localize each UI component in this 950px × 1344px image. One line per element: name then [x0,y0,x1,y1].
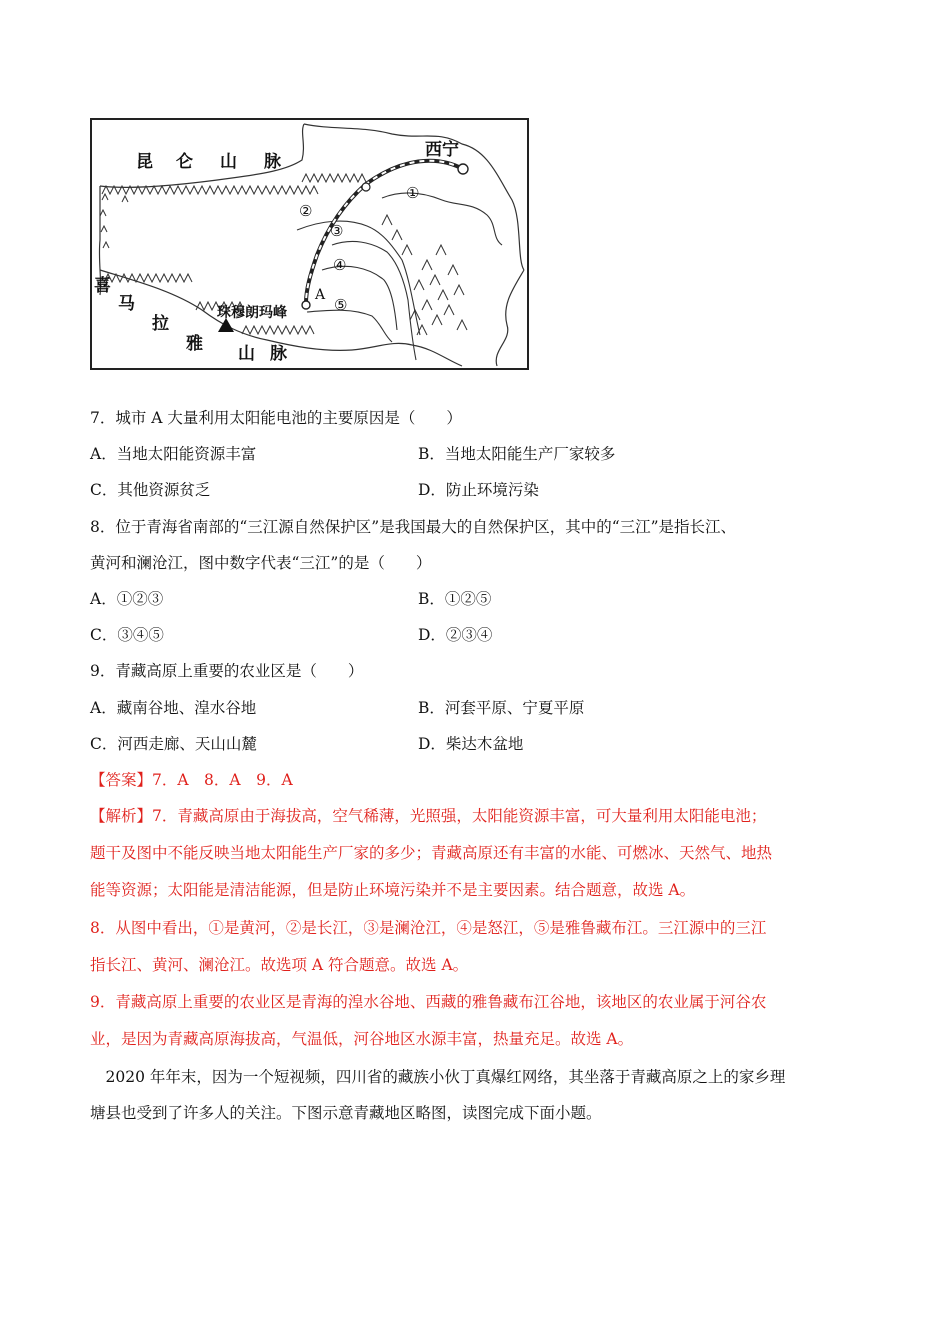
river-1-label: ① [406,184,420,202]
q8-option-b: B．①②⑤ [418,590,492,608]
river-5-label: ⑤ [334,296,348,314]
hengduan-mountains [382,215,467,335]
city-a-marker [302,301,310,309]
intro-line-2: 塘县也受到了许多人的关注。下图示意青藏地区略图，读图完成下面小题。 [90,1104,602,1122]
label-himalaya-1: 喜 [94,276,111,296]
label-kunlun-1: 昆 [136,152,153,172]
label-everest: 珠穆朗玛峰 [217,305,287,321]
label-city-a: A [315,287,326,303]
label-himalaya-4: 雅 [186,334,203,354]
analysis-line-5: 指长江、黄河、澜沧江。故选项 A 符合题意。故选 A。 [90,956,469,974]
q7-option-d: D．防止环境污染 [418,481,539,499]
label-himalaya-6: 脉 [270,344,287,364]
label-xining: 西宁 [425,140,459,160]
label-himalaya-5: 山 [238,344,255,364]
question-8-stem-line2: 黄河和澜沧江，图中数字代表“三江”的是（ ） [90,554,432,572]
label-himalaya-2: 马 [118,294,135,314]
q7-option-c: C．其他资源贫乏 [90,481,211,499]
river-4-label: ④ [333,256,347,274]
analysis-line-7: 业，是因为青藏高原海拔高，气温低，河谷地区水源丰富，热量充足。故选 A。 [90,1030,634,1048]
q7-option-a: A．当地太阳能资源丰富 [90,445,257,463]
analysis-line-3: 能等资源；太阳能是清洁能源，但是防止环境污染并不是主要因素。结合题意，故选 A。 [90,881,696,899]
q8-option-d: D．②③④ [418,626,493,644]
intro-line-1: 2020 年年末，因为一个短视频，四川省的藏族小伙丁真爆红网络，其坐落于青藏高原之上的家乡理 [90,1068,786,1086]
analysis-line-4: 8．从图中看出，①是黄河，②是长江，③是澜沧江，④是怒江，⑤是雅鲁藏布江。三江源中的三江 [90,919,767,937]
qinghai-tibet-railway [302,161,468,309]
question-9-stem: 9．青藏高原上重要的农业区是（ ） [90,662,364,680]
analysis-line-6: 9．青藏高原上重要的农业区是青海的湟水谷地、西藏的雅鲁藏布江谷地，该地区的农业属于河谷农 [90,993,767,1011]
answer-line: 【答案】7．A 8．A 9．A [90,771,293,789]
q8-option-a: A．①②③ [90,590,164,608]
question-7-stem: 7．城市 A 大量利用太阳能电池的主要原因是（ ） [90,409,462,427]
rivers [297,193,502,360]
q9-option-a: A．藏南谷地、湟水谷地 [90,699,257,717]
analysis-line-1: 【解析】7．青藏高原由于海拔高，空气稀薄，光照强，太阳能资源丰富，可大量利用太阳能电池； [90,807,767,825]
himalaya-mountain-range [104,274,314,334]
label-kunlun-2: 仑 [176,152,193,172]
question-8-stem-line1: 8．位于青海省南部的“三江源自然保护区”是我国最大的自然保护区，其中的“三江”是指长江、 [90,518,737,536]
label-kunlun-3: 山 [220,152,237,172]
q8-option-c: C．③④⑤ [90,626,164,644]
q9-option-b: B．河套平原、宁夏平原 [418,699,585,717]
analysis-line-2: 题干及图中不能反映当地太阳能生产厂家的多少；青藏高原还有丰富的水能、可燃冰、天然气、地热 [90,844,773,862]
river-3-label: ③ [330,222,344,240]
q9-option-c: C．河西走廊、天山山麓 [90,735,257,753]
river-2-label: ② [299,202,313,220]
xining-city-marker [458,164,468,174]
q9-option-d: D．柴达木盆地 [418,735,524,753]
label-himalaya-3: 拉 [152,314,169,334]
map-figure [90,118,529,370]
label-kunlun-4: 脉 [264,152,281,172]
q7-option-b: B．当地太阳能生产厂家较多 [418,445,616,463]
